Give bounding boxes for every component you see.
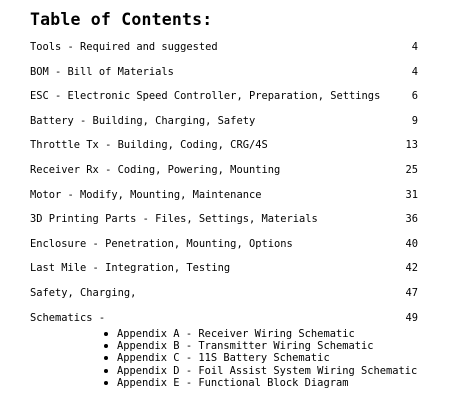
appendix-item (100, 340, 417, 352)
appendix-label: Appendix C - 11S Battery Schematic (117, 352, 330, 365)
appendix-label: Appendix A - Receiver Wiring Schematic (117, 328, 355, 340)
toc-entry-battery (30, 115, 418, 140)
toc-entry-label: Last Mile - Integration, Testing (30, 262, 231, 275)
toc-entry-page: 13 (405, 139, 418, 152)
bullet-icon (104, 344, 108, 348)
bullet-icon (104, 381, 108, 385)
toc-entry-label: 3D Printing Parts - Files, Settings, Materials (30, 213, 318, 226)
toc-entry-label: ESC - Electronic Speed Controller, Preparation, Settings (30, 90, 381, 103)
toc-entry-page: 25 (405, 163, 418, 176)
toc-entry-bom (30, 66, 418, 91)
toc-entry-page: 36 (405, 213, 418, 226)
toc-entry-page: 42 (405, 262, 418, 275)
toc-entry-page: 6 (411, 90, 418, 103)
toc-entry-tools (30, 41, 418, 66)
toc-list (30, 41, 418, 336)
bullet-icon (104, 356, 108, 360)
appendix-item (100, 352, 417, 364)
toc-entry-last-mile (30, 262, 418, 287)
toc-entry-label: Receiver Rx - Coding, Powering, Mounting (30, 163, 281, 176)
toc-entry-page: 49 (405, 311, 418, 324)
appendix-label: Appendix D - Foil Assist System Wiring Schematic (117, 364, 418, 377)
toc-entry-3d-printing (30, 213, 418, 238)
appendix-list (100, 328, 417, 389)
toc-entry-label: Safety, Charging, (30, 286, 137, 299)
bullet-icon (104, 369, 108, 373)
toc-entry-label: Throttle Tx - Building, Coding, CRG/4S (30, 139, 268, 152)
appendix-item (100, 365, 417, 377)
toc-entry-label: Battery - Building, Charging, Safety (30, 114, 256, 127)
toc-entry-label: BOM - Bill of Materials (30, 65, 174, 78)
toc-entry-throttle (30, 139, 418, 164)
appendix-item (100, 377, 417, 389)
toc-entry-page: 31 (405, 188, 418, 201)
toc-entry-esc (30, 90, 418, 115)
bullet-icon (104, 332, 108, 336)
toc-entry-page: 40 (405, 237, 418, 250)
toc-entry-label: Schematics - (30, 311, 106, 324)
appendix-item (100, 328, 417, 340)
toc-entry-label: Tools - Required and suggested (30, 41, 218, 53)
toc-entry-page: 4 (411, 41, 418, 53)
toc-entry-page: 4 (411, 65, 418, 78)
toc-entry-enclosure (30, 238, 418, 263)
appendix-label: Appendix B - Transmitter Wiring Schematic (117, 340, 374, 353)
toc-title: Table of Contents: (30, 10, 213, 29)
toc-entry-safety (30, 287, 418, 312)
toc-entry-page: 9 (411, 114, 418, 127)
toc-entry-receiver (30, 164, 418, 189)
toc-entry-page: 47 (405, 286, 418, 299)
toc-entry-motor (30, 189, 418, 214)
toc-entry-label: Motor - Modify, Mounting, Maintenance (30, 188, 262, 201)
appendix-label: Appendix E - Functional Block Diagram (117, 376, 349, 389)
toc-entry-label: Enclosure - Penetration, Mounting, Options (30, 237, 293, 250)
